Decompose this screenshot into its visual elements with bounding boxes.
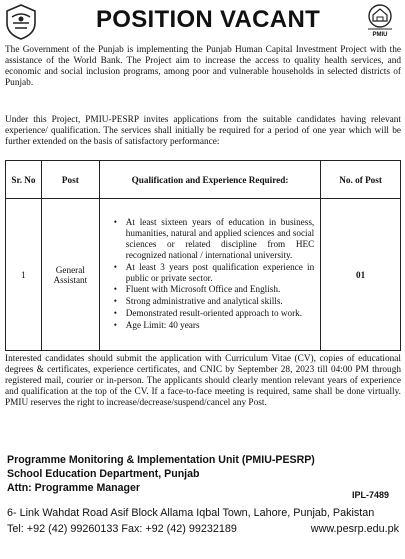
page-title: POSITION VACANT (95, 6, 321, 33)
contact-address: 6- Link Wahdat Road Asif Block Allama Iqbal Town, Lahore, Punjab, Pakistan (7, 507, 375, 519)
list-item: • Demonstrated result-oriented approach to work. (114, 308, 314, 319)
list-item: • Age Limit: 40 years (114, 320, 314, 331)
contact-phones: Tel: +92 (42) 99260133 Fax: +92 (42) 99232189 (7, 523, 237, 535)
list-item: • Strong administrative and analytical skills. (114, 296, 314, 307)
list-item: • Fluent with Microsoft Office and English. (114, 284, 314, 295)
pmiu-logo-label: PMIU (372, 32, 388, 38)
website-link[interactable]: www.pesrp.edu.pk (310, 523, 399, 535)
header-post: Post (41, 161, 99, 199)
reference-number: IPL-7489 (352, 490, 390, 500)
intro-paragraph-2: Under this Project, PMIU-PESRP invites applications from the suitable candidates having relevant experience/ qualification. The services shall initially be required for a period of one year which will be further extended on the basis of satisfactory performance: (5, 115, 401, 147)
table-row (6, 199, 401, 351)
header-no-of-post: No. of Post (321, 161, 401, 199)
instructions-paragraph: Interested candidates should submit the application with Curriculum Vitae (CV), copies of educational degrees & certificates, experience certificates, and CNIC by September 28, 2023 till 04:00 PM through registered mail, courier or in-person. The applicants should clearly mention relevant years of experience and qualification at the top of the CV. If a face-to-face meeting is required, same shall be done virtually. PMIU reserves the right to increase/decrease/suspend/cancel any Post. (5, 354, 401, 408)
list-item: • At least sixteen years of education in business, humanities, natural and applied sciences and social sciences or related discipline from HEC recognized national / international university. (114, 217, 314, 261)
contact-attention: Attn: Programme Manager (7, 482, 141, 494)
list-item: • At least 3 years post qualification experience in public or private sector. (114, 262, 314, 284)
header-qualification: Qualification and Experience Required: (99, 161, 320, 199)
contact-department: School Education Department, Punjab (7, 468, 200, 480)
contact-organization: Programme Monitoring & Implementation Unit (PMIU-PESRP) (7, 454, 315, 466)
cell-post: General Assistant (41, 199, 99, 351)
cell-sr-no: 1 (6, 199, 42, 351)
qualification-list (114, 217, 314, 331)
cell-no-of-post: 01 (321, 199, 401, 351)
vacancy-table (5, 160, 401, 351)
table-header-row (6, 161, 401, 199)
punjab-govt-emblem-icon (4, 3, 38, 41)
header (0, 0, 405, 44)
intro-paragraph-1: The Government of the Punjab is implementing the Punjab Human Capital Investment Project with the assistance of the World Bank. The Project aim to increase the access to quality health services, and economic and social inclusion programs, among poor and vulnerable households in selected districts of Punjab. (5, 45, 401, 88)
cell-qualification (99, 199, 320, 351)
header-sr-no: Sr. No (6, 161, 42, 199)
